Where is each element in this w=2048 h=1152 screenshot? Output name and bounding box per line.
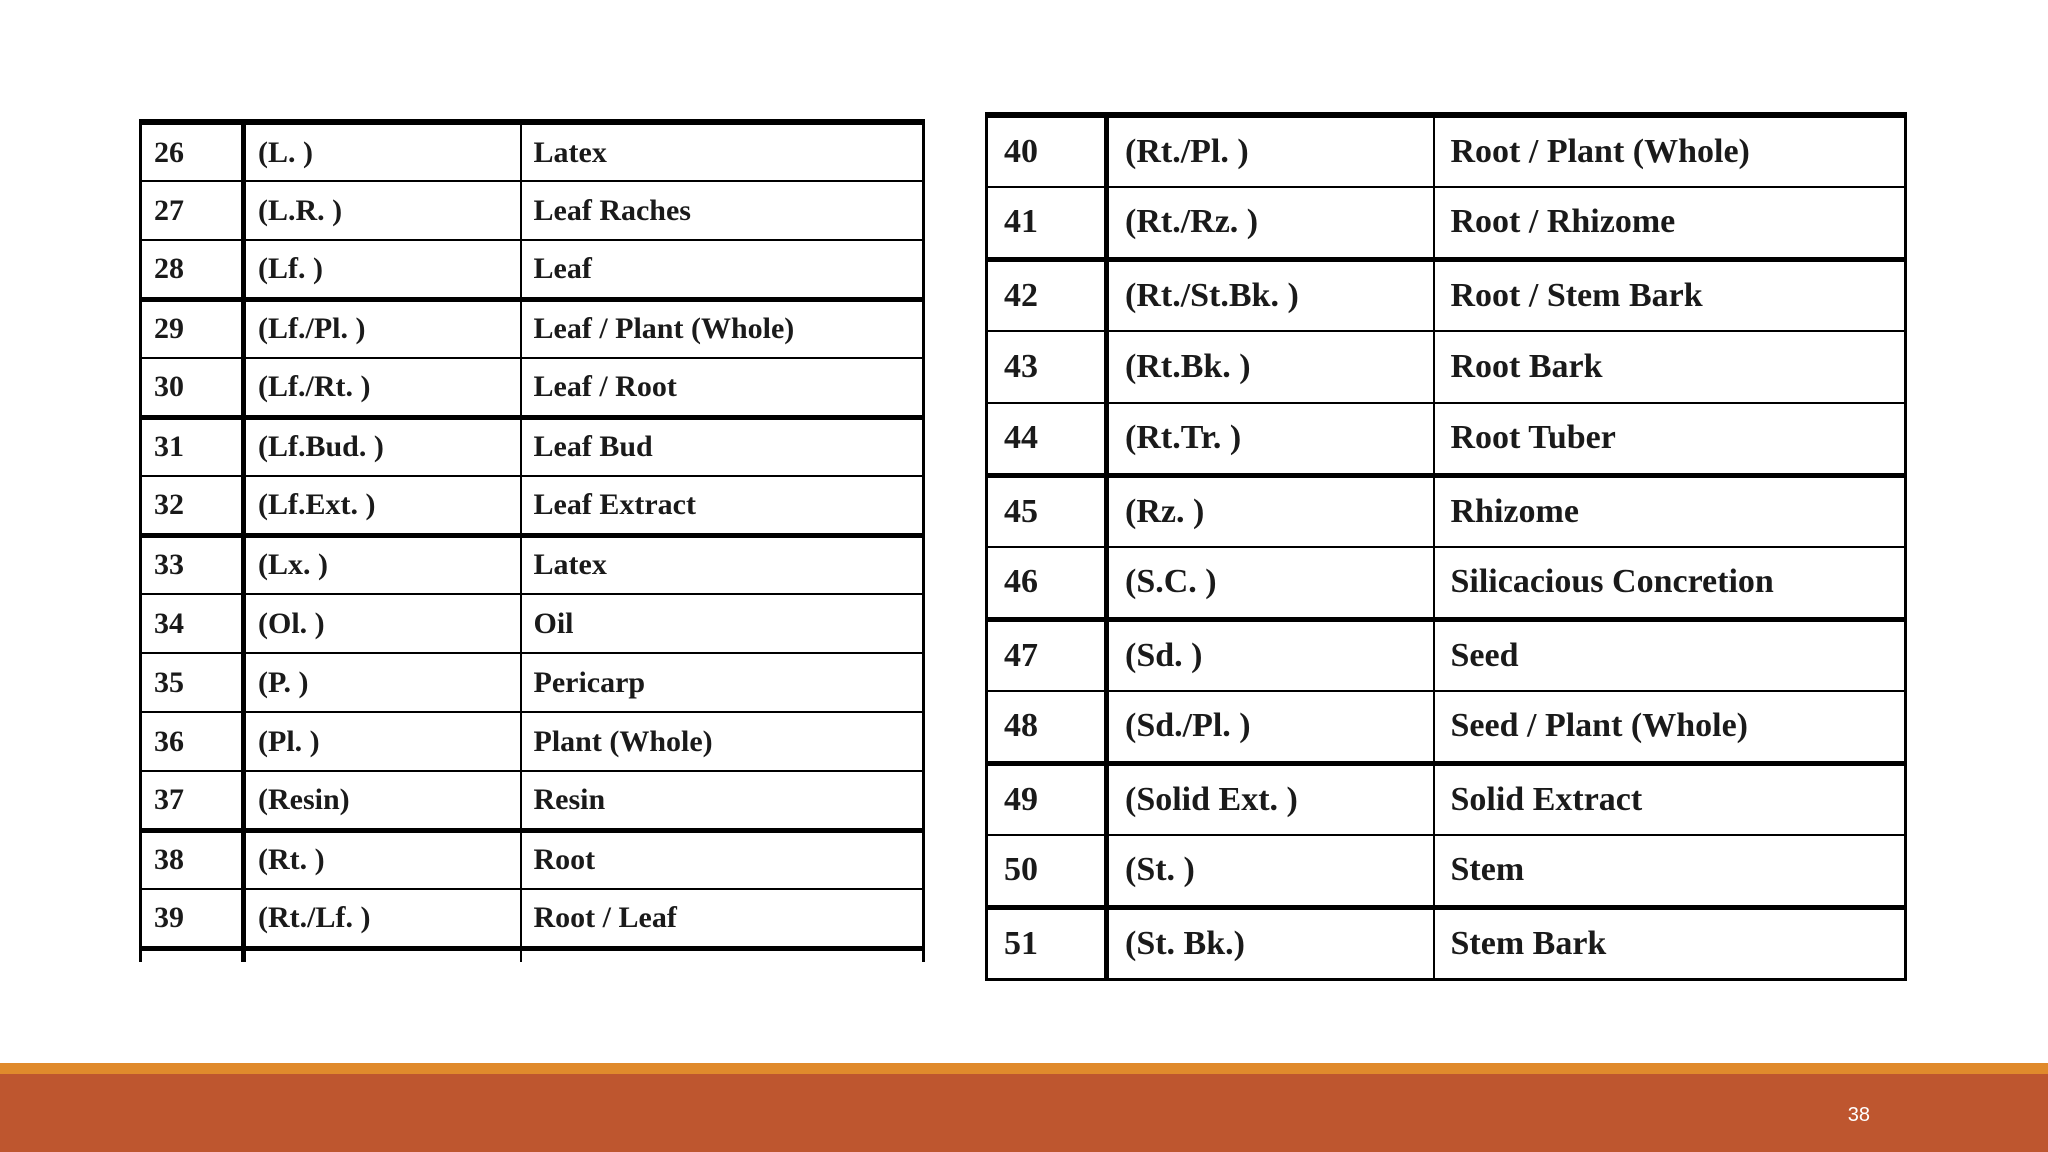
row-number: 29 [141,299,244,358]
row-number: 38 [141,830,244,889]
table-row [987,835,1906,907]
row-number: 27 [141,181,244,240]
footer-accent-line [0,1063,2048,1074]
row-meaning: Leaf Bud [521,417,924,476]
abbreviation-table-left [139,119,925,962]
row-abbreviation: (Rt./Pl. ) [1107,115,1434,187]
row-abbreviation: (St. Bk.) [1107,907,1434,979]
row-number: 34 [141,594,244,653]
row-meaning: Root / Plant (Whole) [1434,115,1906,187]
row-meaning: Leaf / Root [521,358,924,417]
row-abbreviation: (Rt./Rz. ) [1107,187,1434,259]
table-row [141,830,924,889]
row-abbreviation: (Rz. ) [1107,475,1434,547]
row-abbreviation: (Rt./St.Bk. ) [1107,259,1434,331]
table-row [141,299,924,358]
row-meaning: Root / Rhizome [1434,187,1906,259]
row-meaning: Oil [521,594,924,653]
row-meaning: Leaf / Plant (Whole) [521,299,924,358]
table-row [987,547,1906,619]
table-row [987,907,1906,979]
row-meaning: Seed / Plant (Whole) [1434,691,1906,763]
row-number: 42 [987,259,1107,331]
row-meaning: Rhizome [1434,475,1906,547]
table-row [141,476,924,535]
row-meaning: Silicacious Concretion [1434,547,1906,619]
table-row [141,417,924,476]
row-abbreviation: (S.C. ) [1107,547,1434,619]
row-number: 33 [141,535,244,594]
row-meaning: Stem [1434,835,1906,907]
continuation-cell [141,948,244,962]
table-row [141,535,924,594]
continuation-cell [244,948,521,962]
row-number: 30 [141,358,244,417]
row-abbreviation: (L. ) [244,122,521,181]
row-number: 50 [987,835,1107,907]
row-number: 46 [987,547,1107,619]
row-number: 26 [141,122,244,181]
row-number: 37 [141,771,244,830]
row-number: 45 [987,475,1107,547]
row-meaning: Leaf Extract [521,476,924,535]
row-abbreviation: (St. ) [1107,835,1434,907]
table-row-continuation [141,948,924,962]
row-meaning: Seed [1434,619,1906,691]
row-number: 44 [987,403,1107,475]
table-row [141,240,924,299]
row-meaning: Plant (Whole) [521,712,924,771]
table-row [987,187,1906,259]
table-row [141,122,924,181]
table-row [987,691,1906,763]
row-meaning: Resin [521,771,924,830]
row-number: 51 [987,907,1107,979]
row-meaning: Root / Leaf [521,889,924,948]
row-abbreviation: (Ol. ) [244,594,521,653]
abbreviation-table-left-body [141,122,924,962]
row-number: 39 [141,889,244,948]
footer-band [0,1074,2048,1152]
row-abbreviation: (Rt.Tr. ) [1107,403,1434,475]
table-row [987,475,1906,547]
row-abbreviation: (P. ) [244,653,521,712]
table-row [141,771,924,830]
row-abbreviation: (Lf./Rt. ) [244,358,521,417]
row-meaning: Leaf Raches [521,181,924,240]
table-row [987,115,1906,187]
table-row [141,358,924,417]
row-number: 41 [987,187,1107,259]
abbreviation-table-right-body [987,115,1906,979]
row-number: 32 [141,476,244,535]
table-row [141,653,924,712]
row-number: 31 [141,417,244,476]
row-abbreviation: (Rt.Bk. ) [1107,331,1434,403]
row-number: 47 [987,619,1107,691]
table-row [141,889,924,948]
row-abbreviation: (L.R. ) [244,181,521,240]
row-number: 36 [141,712,244,771]
row-meaning: Root Tuber [1434,403,1906,475]
table-row [141,712,924,771]
row-number: 48 [987,691,1107,763]
continuation-cell [521,948,924,962]
table-row [141,181,924,240]
row-abbreviation: (Lf./Pl. ) [244,299,521,358]
row-number: 49 [987,763,1107,835]
row-abbreviation: (Sd. ) [1107,619,1434,691]
row-meaning: Root / Stem Bark [1434,259,1906,331]
row-abbreviation: (Resin) [244,771,521,830]
row-number: 35 [141,653,244,712]
table-row [987,403,1906,475]
row-abbreviation: (Lf.Bud. ) [244,417,521,476]
row-meaning: Latex [521,122,924,181]
row-meaning: Solid Extract [1434,763,1906,835]
row-abbreviation: (Sd./Pl. ) [1107,691,1434,763]
row-meaning: Root [521,830,924,889]
row-meaning: Leaf [521,240,924,299]
row-meaning: Latex [521,535,924,594]
row-abbreviation: (Lx. ) [244,535,521,594]
table-row [987,763,1906,835]
table-row [987,331,1906,403]
page-number: 38 [1847,1104,1870,1126]
table-row [987,259,1906,331]
row-meaning: Pericarp [521,653,924,712]
row-meaning: Root Bark [1434,331,1906,403]
row-number: 43 [987,331,1107,403]
abbreviation-table-right [985,112,1907,981]
row-abbreviation: (Pl. ) [244,712,521,771]
row-abbreviation: (Rt./Lf. ) [244,889,521,948]
row-abbreviation: (Lf. ) [244,240,521,299]
row-meaning: Stem Bark [1450,924,1607,962]
row-abbreviation: (Solid Ext. ) [1107,763,1434,835]
table-row [987,619,1906,691]
row-number: 40 [987,115,1107,187]
table-row [141,594,924,653]
row-number: 28 [141,240,244,299]
row-abbreviation: (Rt. ) [244,830,521,889]
row-abbreviation: (Lf.Ext. ) [244,476,521,535]
